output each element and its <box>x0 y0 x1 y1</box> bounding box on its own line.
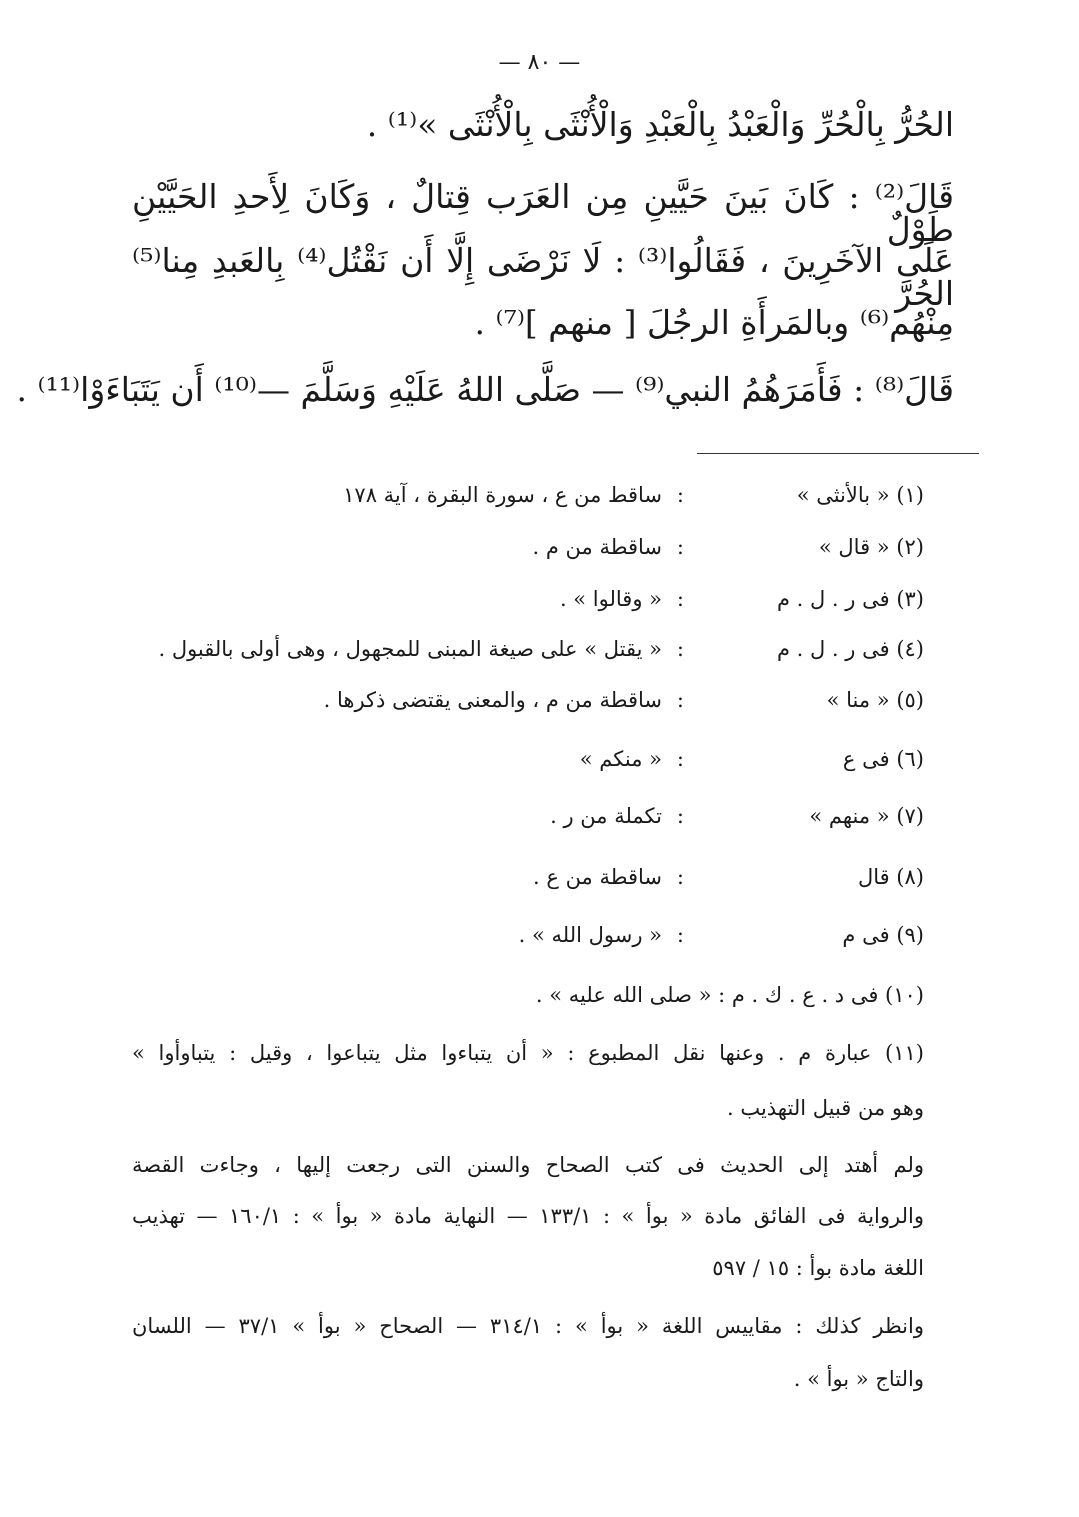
footnote-label: (٩) فى م <box>842 923 924 947</box>
footnote-label: (٨) قال <box>857 865 924 889</box>
note-1-line-2: والرواية فى الفائق مادة « بوأ » : ١٣٣/١ — النهاية مادة « بوأ » : ١٦٠/١ — تهذيب <box>132 1204 924 1228</box>
footnote-colon: : <box>676 804 684 828</box>
footnote-text: « رسول الله » . <box>518 923 662 947</box>
footnote-colon: : <box>676 923 684 947</box>
note-2-line-2: والتاج « بوأ » . <box>793 1367 924 1391</box>
footnote-10: (١٠) فى د . ع . ك . م : « صلى الله عليه » . <box>535 983 924 1007</box>
footnote-colon: : <box>676 865 684 889</box>
body-line-3: عَلَى الآخَرِينَ ، فَقَالُوا⁽³⁾ : لَا نَرْضَى إِلَّا أَن نَقْتُل⁽⁴⁾ بِالعَبدِ مِنا⁽⁵⁾ الحُرَّ <box>132 241 954 313</box>
footnote-colon: : <box>676 688 684 712</box>
body-line-5: قَالَ⁽⁸⁾ : فَأَمَرَهُمُ النبي⁽⁹⁾ — صَلَّى اللهُ عَلَيْهِ وَسَلَّمَ —⁽¹⁰⁾ أَن يَتَبَاءَوْا⁽¹¹⁾ . <box>16 370 954 409</box>
footnote-text: ساقط من ع ، سورة البقرة ، آية ١٧٨ <box>343 483 662 507</box>
footnote-text: تكملة من ر . <box>550 804 662 828</box>
footnote-label: (٥) « منا » <box>826 688 924 712</box>
footnote-text: ساقطة من م . <box>532 535 662 559</box>
body-line-4: مِنْهُم⁽⁶⁾ وبالمَرأَةِ الرجُلَ [ منهم ]⁽⁷⁾ . <box>474 303 954 342</box>
footnote-separator <box>697 453 979 454</box>
footnote-colon: : <box>676 535 684 559</box>
footnote-label: (٣) فى ر . ل . م <box>776 587 924 611</box>
footnote-colon: : <box>676 483 684 507</box>
note-1-line-3: اللغة مادة بوأ : ١٥ / ٥٩٧ <box>712 1256 924 1280</box>
note-1-line-1: ولم أهتد إلى الحديث فى كتب الصحاح والسنن التى رجعت إليها ، وجاءت القصة <box>132 1153 924 1177</box>
footnote-label: (٦) فى ع <box>842 747 924 771</box>
footnote-colon: : <box>676 587 684 611</box>
footnote-text: « منكم » <box>579 747 662 771</box>
footnote-11-line-2: وهو من قبيل التهذيب . <box>726 1096 924 1120</box>
footnote-text: « وقالوا » . <box>559 587 662 611</box>
footnote-label: (٤) فى ر . ل . م <box>776 637 924 661</box>
footnote-label: (١) « بالأنثى » <box>796 483 924 507</box>
footnote-colon: : <box>676 747 684 771</box>
page-number: — ٨٠ — <box>498 50 581 75</box>
footnote-text: « يقتل » على صيغة المبنى للمجهول ، وهى أولى بالقبول . <box>158 637 662 661</box>
footnote-text: ساقطة من م ، والمعنى يقتضى ذكرها . <box>323 688 662 712</box>
note-2-line-1: وانظر كذلك : مقاييس اللغة « بوأ » : ٣١٤/١ — الصحاح « بوأ » ٣٧/١ — اللسان <box>132 1314 924 1338</box>
footnote-11-line-1: (١١) عبارة م . وعنها نقل المطبوع : « أن يتباءوا مثل يتباعوا ، وقيل : يتباوأوا » <box>132 1041 924 1065</box>
body-line-2: قَالَ⁽²⁾ : كَانَ بَينَ حَيَّينِ مِن العَرَب قِتالٌ ، وَكَانَ لِأَحدِ الحَيَّيْنِ طَوْلٌ <box>132 177 954 249</box>
footnote-label: (٢) « قال » <box>818 535 924 559</box>
footnote-colon: : <box>676 637 684 661</box>
footnote-text: ساقطة من ع . <box>533 865 662 889</box>
footnote-label: (٧) « منهم » <box>809 804 924 828</box>
body-line-1: الحُرُّ بِالْحُرِّ وَالْعَبْدُ بِالْعَبْدِ وَالْأُنْثَى بِالْأُنْثَى »⁽¹⁾ . <box>366 105 954 144</box>
